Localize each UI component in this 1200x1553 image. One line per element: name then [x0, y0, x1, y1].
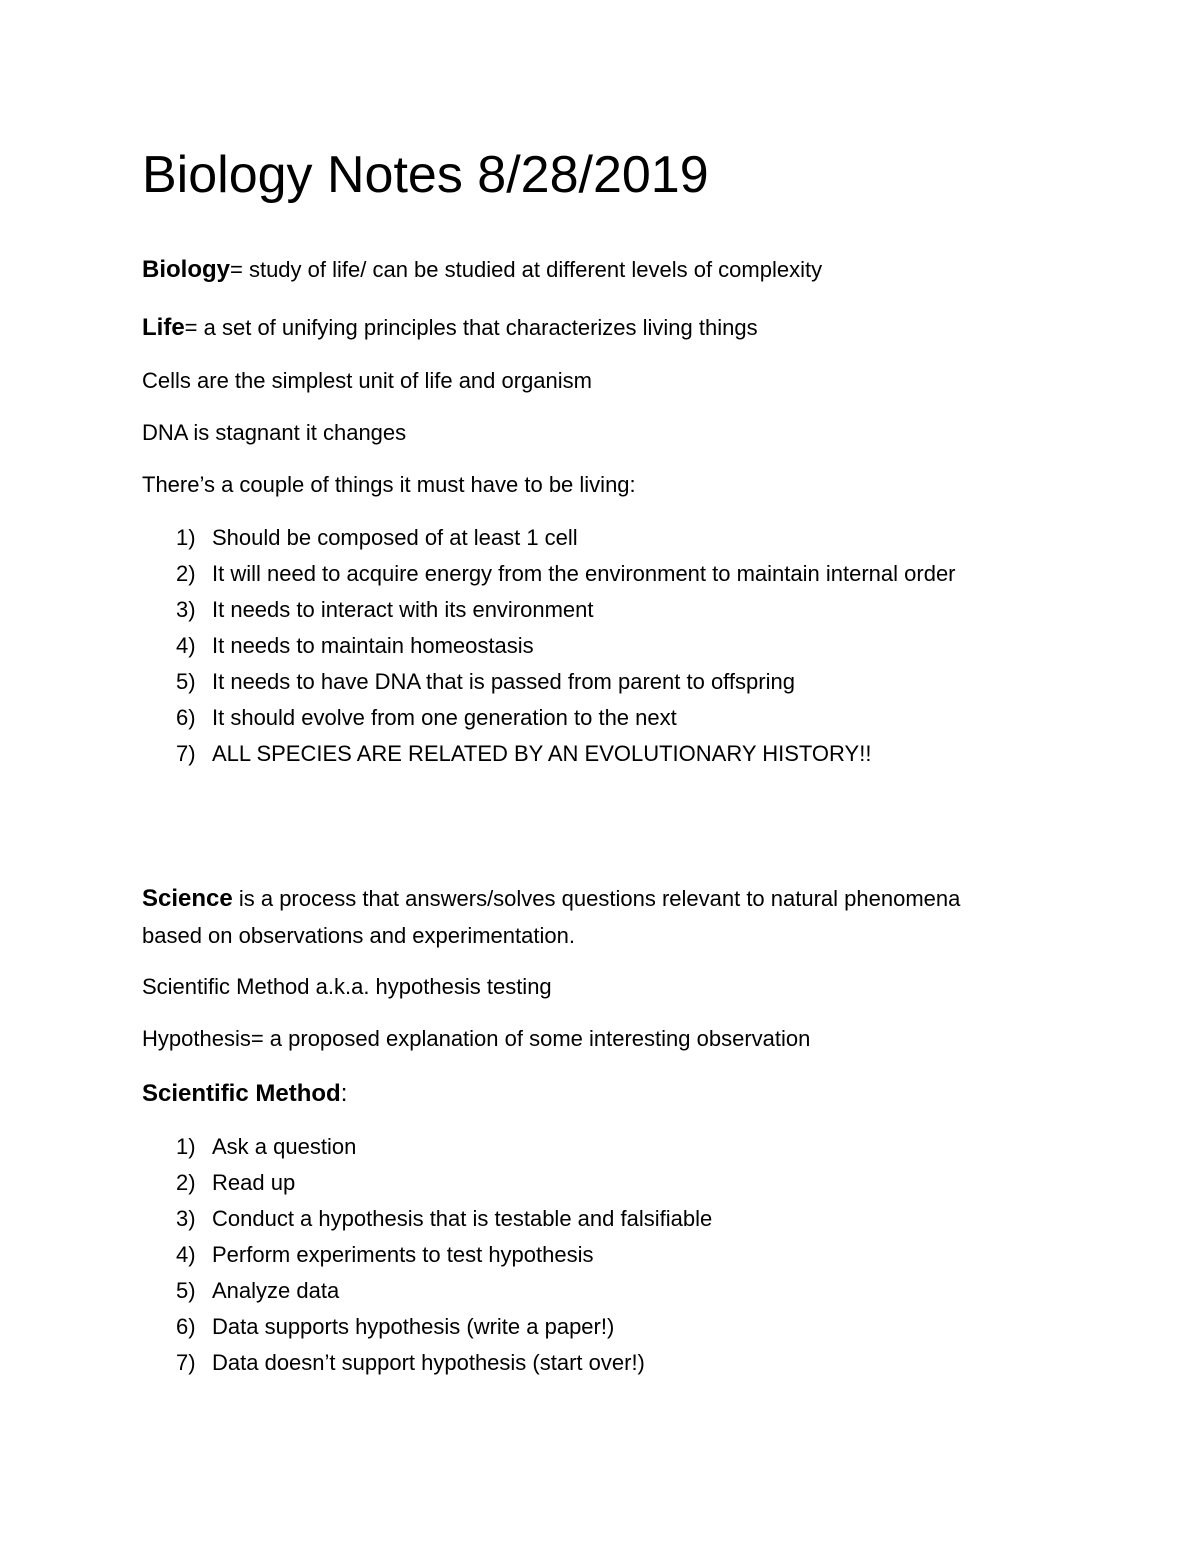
- list-item-text: Analyze data: [212, 1278, 340, 1303]
- list-item-text: Should be composed of at least 1 cell: [212, 525, 578, 550]
- biology-term: Biology: [142, 256, 230, 283]
- list-item-text: Read up: [212, 1170, 296, 1195]
- list-item-text: Ask a question: [212, 1134, 357, 1159]
- list-item-text: Conduct a hypothesis that is testable and falsifiable: [212, 1206, 713, 1231]
- science-term: Science: [142, 885, 233, 912]
- list-item-text: Data supports hypothesis (write a paper!): [212, 1314, 615, 1339]
- scientific-method-list: [142, 1129, 1042, 1381]
- list-item: [142, 520, 1042, 556]
- list-number: 3): [176, 597, 196, 622]
- list-number: 6): [176, 705, 196, 730]
- list-item: [142, 1237, 1042, 1273]
- list-number: 3): [176, 1206, 196, 1231]
- life-definition-text: = a set of unifying principles that characterizes living things: [184, 315, 758, 340]
- list-item-text: It needs to have DNA that is passed from parent to offspring: [212, 669, 795, 694]
- method-alias: Scientific Method a.k.a. hypothesis testing: [142, 974, 552, 999]
- list-item: [142, 1201, 1042, 1237]
- list-number: 1): [176, 525, 196, 550]
- living-intro: There’s a couple of things it must have to be living:: [142, 472, 636, 497]
- cells-statement: Cells are the simplest unit of life and organism: [142, 368, 592, 393]
- list-number: 5): [176, 669, 196, 694]
- list-number: 5): [176, 1278, 196, 1303]
- list-number: 4): [176, 633, 196, 658]
- list-item-text: ALL SPECIES ARE RELATED BY AN EVOLUTIONARY HISTORY!!: [212, 741, 872, 766]
- method-heading-term: Scientific Method: [142, 1080, 341, 1107]
- science-definition: [142, 880, 962, 954]
- list-item: [142, 1345, 1042, 1381]
- list-item-text: It will need to acquire energy from the environment to maintain internal order: [212, 561, 956, 586]
- list-item: [142, 1309, 1042, 1345]
- list-item: [142, 664, 1042, 700]
- life-definition: [142, 314, 758, 342]
- list-item: [142, 736, 1042, 772]
- list-number: 4): [176, 1242, 196, 1267]
- list-item: [142, 628, 1042, 664]
- list-item-text: Perform experiments to test hypothesis: [212, 1242, 594, 1267]
- biology-definition-text: = study of life/ can be studied at different levels of complexity: [230, 257, 823, 282]
- list-item-text: It needs to interact with its environment: [212, 597, 594, 622]
- hypothesis-definition: Hypothesis= a proposed explanation of some interesting observation: [142, 1026, 811, 1051]
- list-item-text: It should evolve from one generation to the next: [212, 705, 677, 730]
- biology-definition: [142, 256, 822, 284]
- list-number: 7): [176, 741, 196, 766]
- list-item-text: It needs to maintain homeostasis: [212, 633, 534, 658]
- list-number: 7): [176, 1350, 196, 1375]
- life-term: Life: [142, 314, 185, 341]
- list-item: [142, 556, 1042, 592]
- science-definition-text: is a process that answers/solves questions relevant to natural phenomena based on observations and experimentation.: [142, 886, 961, 948]
- list-item: [142, 592, 1042, 628]
- dna-statement: DNA is stagnant it changes: [142, 420, 407, 445]
- method-heading: [142, 1079, 347, 1109]
- living-requirements-list: [142, 520, 1042, 772]
- list-item-text: Data doesn’t support hypothesis (start over!): [212, 1350, 645, 1375]
- list-item: [142, 1273, 1042, 1309]
- list-item: [142, 1165, 1042, 1201]
- list-item: [142, 700, 1042, 736]
- list-number: 1): [176, 1134, 196, 1159]
- list-item: [142, 1129, 1042, 1165]
- page-title: Biology Notes 8/28/2019: [142, 146, 709, 204]
- method-heading-suffix: :: [340, 1080, 348, 1107]
- list-number: 2): [176, 561, 196, 586]
- list-number: 6): [176, 1314, 196, 1339]
- list-number: 2): [176, 1170, 196, 1195]
